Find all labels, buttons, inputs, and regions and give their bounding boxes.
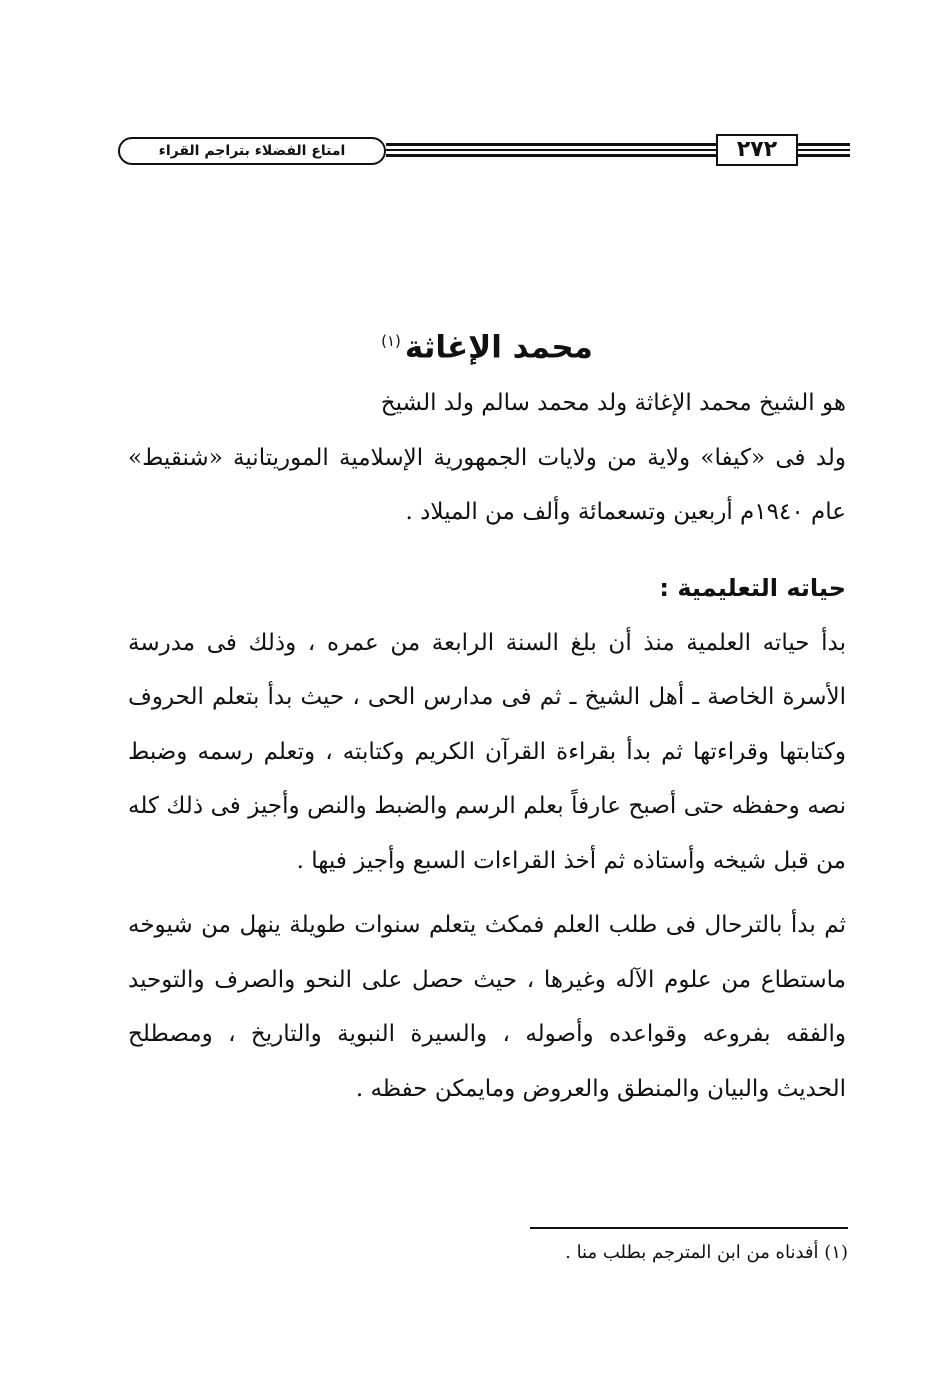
intro-paragraph: هو الشيخ محمد الإغاثة ولد محمد سالم ولد الشيخ bbox=[380, 390, 846, 416]
body-paragraph: بدأ حياته العلمية منذ أن بلغ السنة الرابعة من عمره ، وذلك فى مدرسة الأسرة الخاصة ـ أهل الشيخ ـ ثم فى مدارس الحى ، حيث بدأ بتعلم الحروف وكتابتها وقراءتها ثم بدأ بقراءة القرآن الكريم وكتابته ، وتعلم رسمه وضبط نصه وحفظه حتى أصبح عارفاً بعلم الرسم والضبط والنص وأجيز فى ذلك كله من قبل شيخه وأستاذه ثم أخذ القراءات السبع وأجيز فيها . bbox=[128, 629, 847, 874]
running-header bbox=[118, 134, 850, 168]
footnote-reference: (١) bbox=[381, 332, 401, 350]
book-title: امتاع الفضلاء بتراجم القراء bbox=[118, 137, 386, 165]
footnote-separator bbox=[530, 1227, 848, 1229]
entry-title bbox=[128, 318, 846, 372]
page-number: ٢٧٢ bbox=[716, 134, 798, 166]
footnote: (١) أفدناه من ابن المترجم بطلب منا . bbox=[565, 1242, 848, 1263]
section-heading: حياته التعليمية : bbox=[659, 573, 846, 602]
body-paragraph: ثم بدأ بالترحال فى طلب العلم فمكث يتعلم سنوات طويلة ينهل من شيوخه ماستطاع من علوم الآله وغيرها ، حيث حصل على النحو والصرف والتوحيد والفقه بفروعه وقواعده وأصوله ، والسيرة النبوية والتاريخ ، ومصطلح الحديث والبيان والمنطق والعروض ومايمكن حفظه . bbox=[128, 912, 846, 1102]
page-content bbox=[128, 318, 846, 1116]
intro-paragraph: ولد فى «كيفا» ولاية من ولايات الجمهورية الإسلامية الموريتانية «شنقيط» عام ١٩٤٠م أربعين وتسعمائة وألف من الميلاد . bbox=[128, 444, 846, 525]
entry-name: محمد الإغاثة bbox=[404, 329, 593, 366]
